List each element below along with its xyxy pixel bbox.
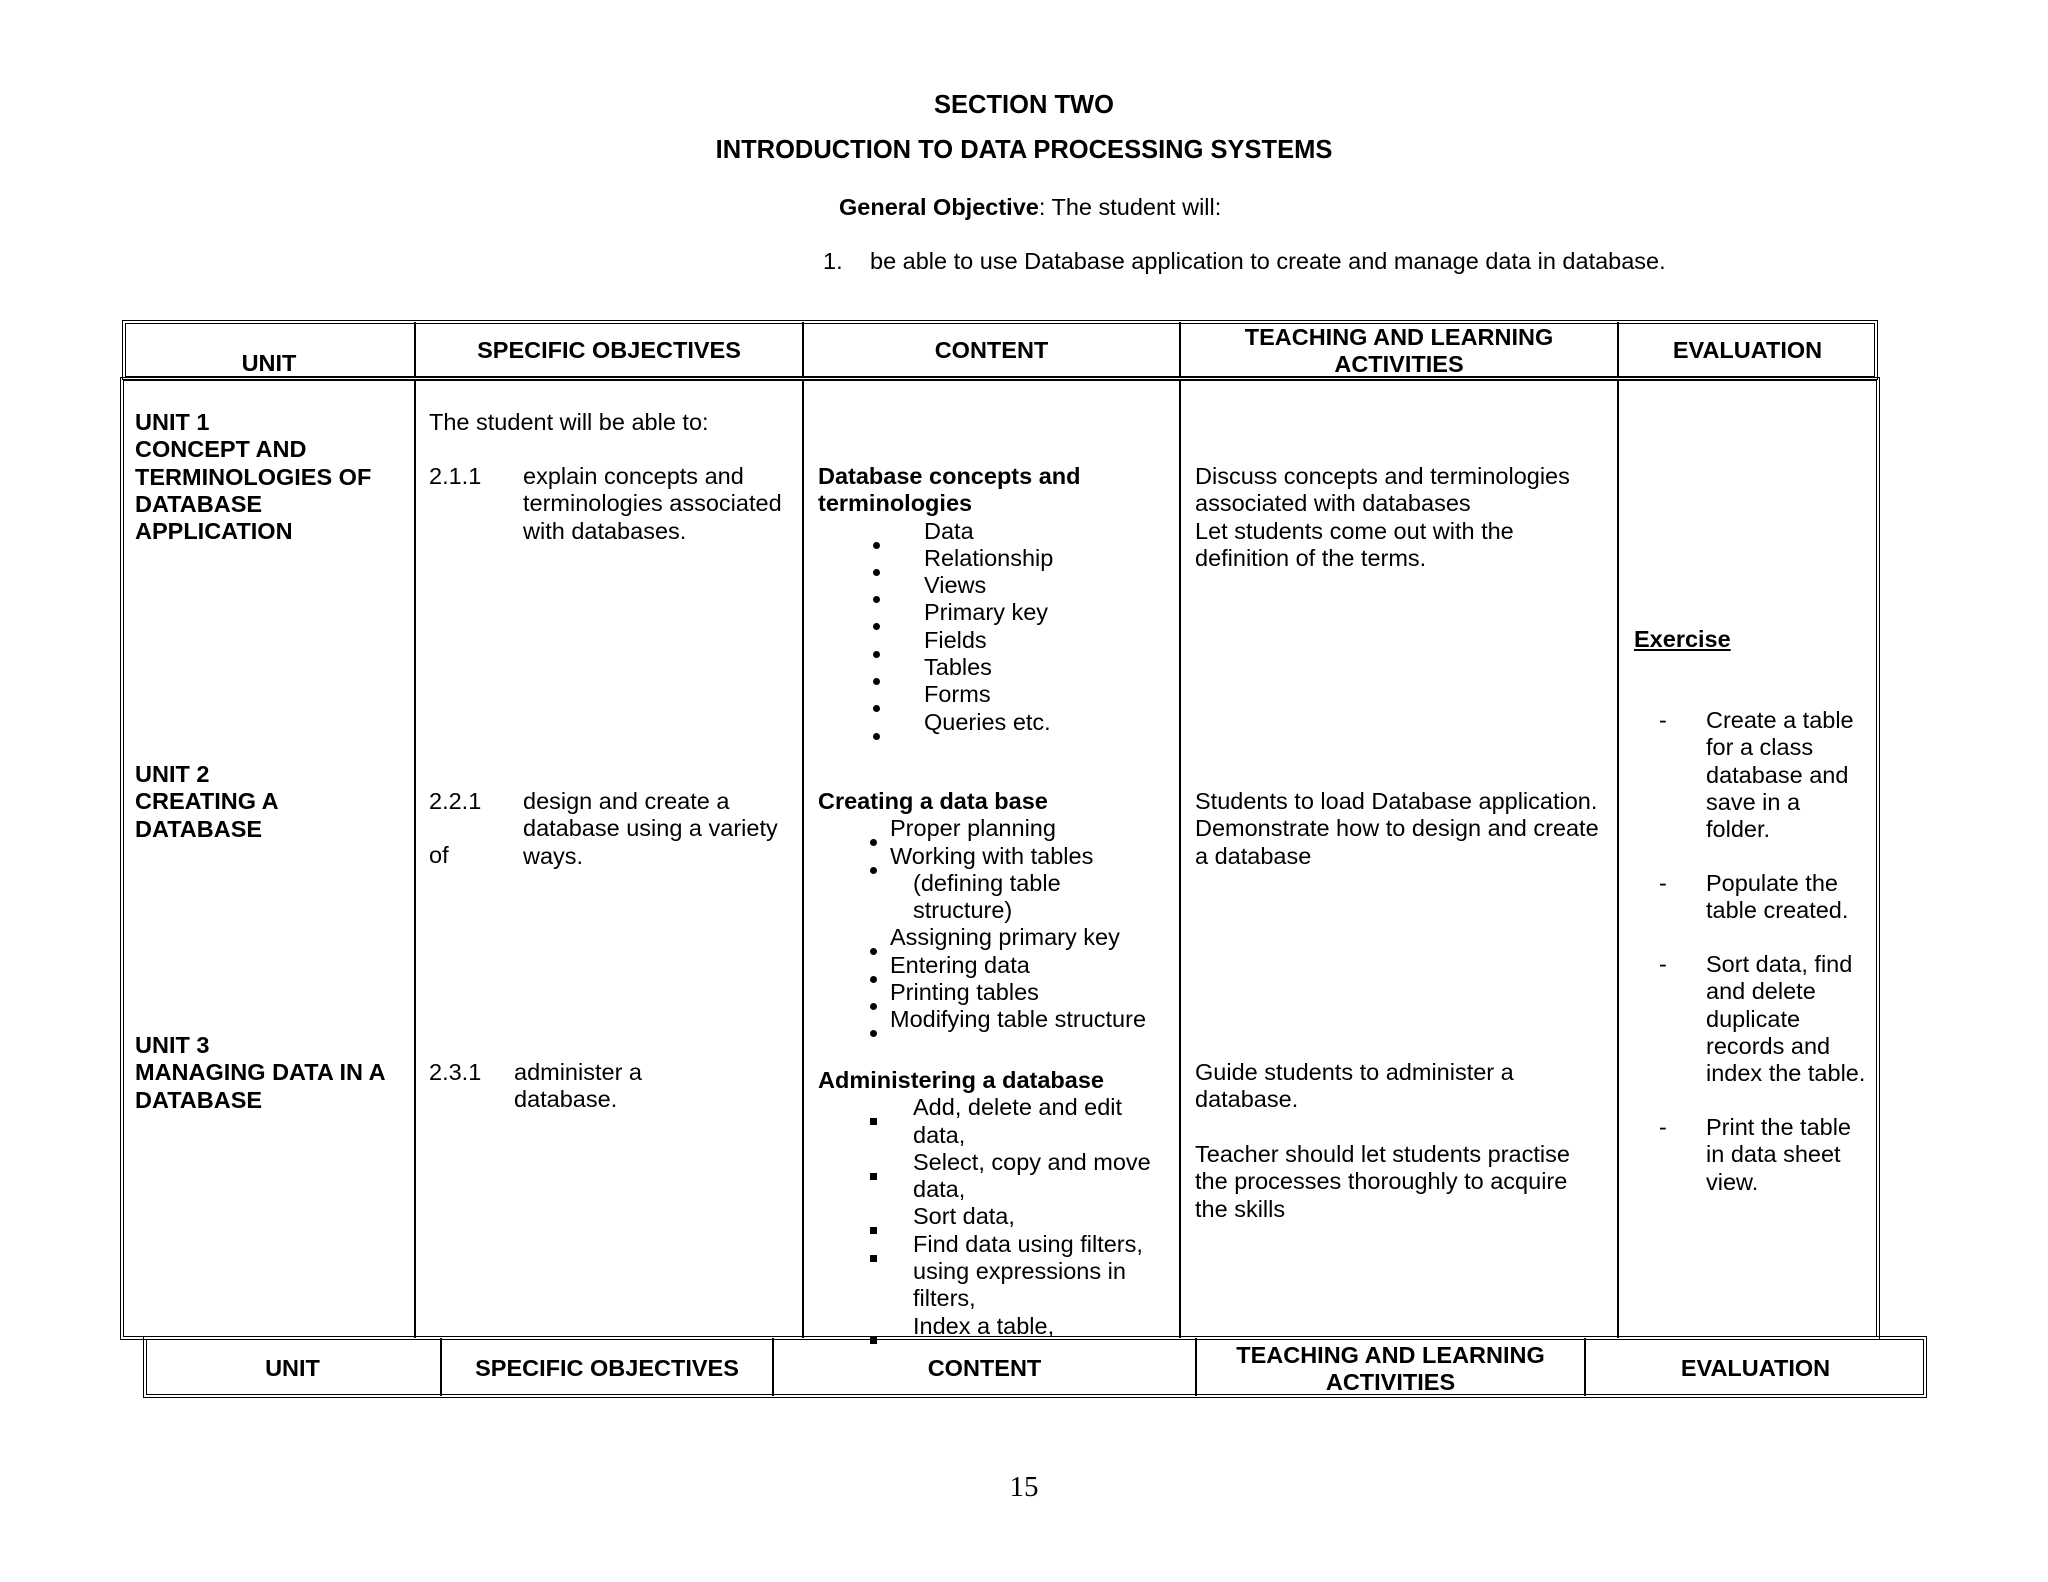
unit-line: APPLICATION [135, 518, 293, 545]
activity-line: a database [1195, 842, 1312, 869]
list-item-continuation: data, [913, 1176, 966, 1203]
bullet-icon [873, 542, 880, 549]
content-heading: Creating a data base [818, 788, 1048, 814]
header-evaluation: EVALUATION [1680, 1355, 1831, 1381]
evaluation-line: save in a [1706, 788, 1801, 815]
list-item-continuation: data, [913, 1121, 966, 1148]
square-bullet-icon [870, 1173, 877, 1180]
activity-line: database. [1195, 1086, 1299, 1113]
list-item: Index a table, [913, 1313, 1151, 1340]
objective-number: 2.1.1 [429, 463, 482, 489]
unit-line: DATABASE [135, 490, 263, 517]
activity-block [1195, 1059, 1514, 1114]
activity-block [1195, 1141, 1570, 1223]
unit-line: CREATING A [135, 788, 279, 815]
list-item: Views [924, 572, 1081, 599]
activity-line: Guide students to administer a [1195, 1059, 1514, 1085]
unit-3 [135, 1032, 386, 1114]
activity-line: the processes thoroughly to acquire [1195, 1168, 1568, 1195]
activity-block [1195, 463, 1570, 572]
header-teaching-line1: TEACHING AND LEARNING [1244, 324, 1554, 350]
list-item-continuation: (defining table [913, 869, 1061, 896]
content-heading: terminologies [818, 490, 973, 517]
bullet-icon [870, 976, 877, 983]
evaluation-line: duplicate [1706, 1005, 1801, 1032]
list-item: Find data using filters, [913, 1231, 1151, 1258]
evaluation-item [1706, 1114, 1851, 1196]
evaluation-line: index the table. [1706, 1060, 1866, 1087]
objective-line: database using a variety [523, 815, 778, 842]
list-item: Sort data, [913, 1203, 1151, 1230]
column-divider [802, 379, 804, 1338]
list-item: Fields [924, 627, 1081, 654]
evaluation-line: Sort data, find [1706, 951, 1853, 977]
unit-line: DATABASE [135, 815, 263, 842]
list-item: Select, copy and move [913, 1149, 1151, 1176]
unit-1 [135, 409, 371, 545]
objective-number: 1. [823, 248, 843, 274]
list-item: Entering data [890, 952, 1146, 979]
list-item: Proper planning [890, 815, 1146, 842]
content-list [818, 518, 1081, 736]
content-block-administering [818, 1067, 1151, 1340]
column-divider [414, 379, 416, 1338]
exercise-heading: Exercise [1634, 626, 1731, 652]
unit-line: TERMINOLOGIES OF [135, 463, 372, 490]
list-item: Assigning primary key [890, 924, 1146, 951]
list-item: Queries etc. [924, 709, 1081, 736]
objective-text [523, 788, 778, 870]
header-teaching-activities [1197, 1342, 1584, 1396]
evaluation-line: for a class [1706, 734, 1814, 761]
list-item: Printing tables [890, 979, 1146, 1006]
activity-line: the skills [1195, 1195, 1286, 1222]
objectives-intro: The student will be able to: [429, 409, 709, 435]
unit-title: UNIT 3 [135, 1032, 210, 1058]
header-specific-objectives: SPECIFIC OBJECTIVES [477, 337, 741, 363]
header-teaching-line2: ACTIVITIES [1334, 351, 1464, 377]
objective-line: design and create a [523, 788, 730, 814]
unit-title: UNIT 1 [135, 409, 210, 435]
content-heading: Database concepts and [818, 463, 1081, 489]
header-content: CONTENT [927, 1355, 1042, 1381]
dash-icon: - [1659, 951, 1667, 977]
general-objective [839, 194, 1221, 221]
objective-line: administer a [514, 1059, 642, 1085]
activity-line: Demonstrate how to design and create [1195, 815, 1599, 842]
bullet-icon [873, 705, 880, 712]
list-item-continuation: filters, [913, 1285, 976, 1312]
dash-icon: - [1659, 1114, 1667, 1140]
objective-line: terminologies associated [523, 490, 782, 517]
bullet-icon [870, 867, 877, 874]
objective-text: be able to use Database application to create and manage data in database. [870, 248, 1666, 274]
list-item: Add, delete and edit [913, 1094, 1151, 1121]
objective-line: ways. [523, 842, 584, 869]
activity-line: Discuss concepts and terminologies [1195, 463, 1570, 489]
evaluation-line: view. [1706, 1168, 1759, 1195]
evaluation-line: database and [1706, 761, 1849, 788]
square-bullet-icon [870, 1118, 877, 1125]
list-item: Relationship [924, 545, 1081, 572]
content-heading: Administering a database [818, 1067, 1104, 1093]
bullet-icon [873, 596, 880, 603]
bullet-icon [873, 569, 880, 576]
square-bullet-icon [870, 1255, 877, 1262]
header-teaching-activities [1181, 324, 1617, 378]
objective-stray-word: of [429, 842, 449, 868]
header-teaching-line2: ACTIVITIES [1325, 1369, 1456, 1395]
unit-line: CONCEPT AND [135, 436, 307, 463]
evaluation-item [1706, 951, 1865, 1087]
bullet-icon [873, 651, 880, 658]
evaluation-line: Create a table [1706, 707, 1854, 733]
list-item: Tables [924, 654, 1081, 681]
list-item: Forms [924, 681, 1081, 708]
header-unit: UNIT [241, 350, 297, 376]
page-number: 15 [1009, 1471, 1039, 1503]
dash-icon: - [1659, 870, 1667, 896]
header-evaluation: EVALUATION [1672, 337, 1823, 363]
activity-line: Teacher should let students practise [1195, 1141, 1570, 1167]
square-bullet-icon [870, 1227, 877, 1234]
activity-block [1195, 788, 1599, 870]
list-item: Modifying table structure [890, 1006, 1146, 1033]
evaluation-item [1706, 870, 1848, 925]
list-item: Data [924, 518, 1081, 545]
objective-line: explain concepts and [523, 463, 744, 489]
list-item-continuation: using expressions in [913, 1258, 1126, 1285]
evaluation-line: folder. [1706, 816, 1771, 843]
unit-2 [135, 761, 279, 843]
activity-line: Let students come out with the [1195, 517, 1514, 544]
objective-text [523, 463, 782, 545]
header-specific-objectives: SPECIFIC OBJECTIVES [475, 1355, 739, 1381]
activity-line: definition of the terms. [1195, 544, 1427, 571]
general-objective-text: : The student will: [1038, 194, 1222, 220]
bullet-icon [870, 1030, 877, 1037]
evaluation-line: in data sheet [1706, 1141, 1841, 1168]
objective-number: 2.2.1 [429, 788, 482, 814]
objective-number: 2.3.1 [429, 1059, 482, 1085]
header-teaching-line1: TEACHING AND LEARNING [1236, 1342, 1545, 1368]
bullet-icon [873, 678, 880, 685]
evaluation-line: Print the table [1706, 1114, 1852, 1140]
content-list [818, 1094, 1151, 1340]
list-item: Primary key [924, 599, 1081, 626]
bullet-icon [870, 839, 877, 846]
evaluation-line: records and [1706, 1032, 1831, 1059]
content-list [818, 815, 1146, 1033]
bullet-icon [870, 948, 877, 955]
activity-line: Students to load Database application. [1195, 788, 1598, 814]
evaluation-line: and delete [1706, 978, 1816, 1005]
objective-text [514, 1059, 642, 1114]
header-unit: UNIT [265, 1355, 320, 1381]
list-item: Working with tables [890, 843, 1146, 870]
bullet-icon [873, 733, 880, 740]
header-content: CONTENT [934, 337, 1049, 363]
bullet-icon [870, 1003, 877, 1010]
objective-line: with databases. [523, 517, 687, 544]
unit-line: DATABASE [135, 1086, 263, 1113]
objective-line: database. [514, 1086, 618, 1113]
evaluation-item [1706, 707, 1854, 843]
section-subtitle: INTRODUCTION TO DATA PROCESSING SYSTEMS [715, 136, 1333, 164]
column-divider [1179, 379, 1181, 1338]
unit-title: UNIT 2 [135, 761, 210, 787]
bullet-icon [873, 623, 880, 630]
dash-icon: - [1659, 707, 1667, 733]
activity-line: associated with databases [1195, 490, 1471, 517]
list-item-continuation: structure) [913, 897, 1013, 924]
content-block-concepts [818, 463, 1081, 736]
evaluation-line: table created. [1706, 897, 1849, 924]
evaluation-line: Populate the [1706, 870, 1838, 896]
general-objective-label: General Objective [839, 194, 1039, 220]
content-block-creating [818, 788, 1146, 1034]
section-title: SECTION TWO [934, 91, 1114, 119]
unit-line: MANAGING DATA IN A [135, 1059, 386, 1086]
column-divider [1617, 379, 1619, 1338]
